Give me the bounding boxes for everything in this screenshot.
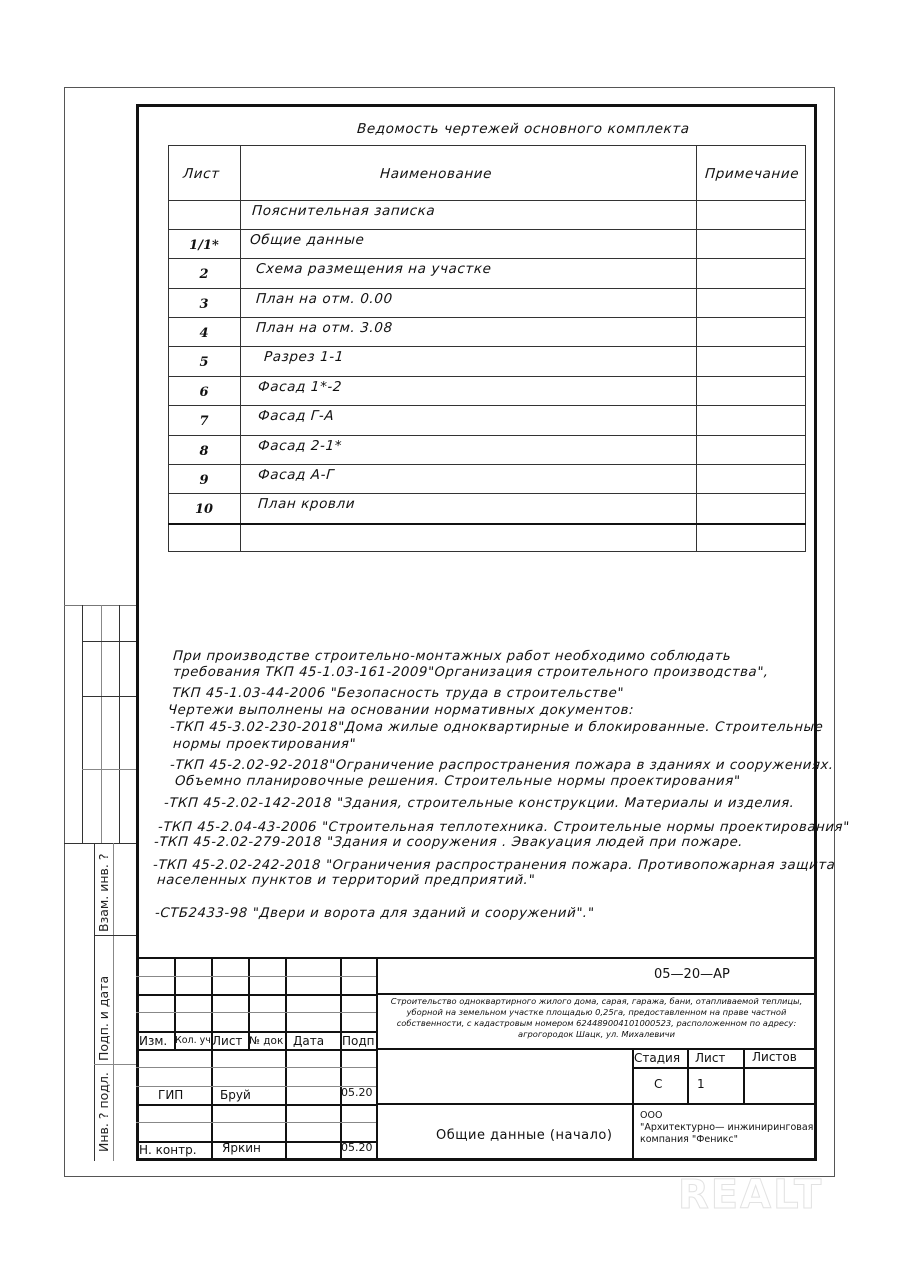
row-drawing-name: Фасад А-Г (257, 466, 335, 483)
row-sheet-number: 8 (199, 443, 209, 459)
strip-line (113, 843, 114, 1161)
project-line: собственности, с кадастровым номером 624489004101000523, расположенном по адресу: (396, 1018, 797, 1028)
name-nk: Яркин (222, 1141, 261, 1155)
sheets-label: Листов (752, 1050, 797, 1064)
sheet-label: Лист (695, 1051, 726, 1065)
tb-line (136, 957, 817, 959)
table-row (168, 200, 806, 229)
organization (640, 1110, 813, 1146)
note-line: ТКП 45-1.03-44-2006 "Безопасность труда в строительстве" (171, 686, 625, 701)
note-line: требования ТКП 45-1.03-161-2009"Организация строительного производства", (172, 665, 770, 680)
strip-line (64, 605, 136, 606)
row-sheet-number: 4 (199, 325, 209, 341)
header-note: Примечание (704, 166, 800, 182)
row-drawing-name: Фасад 2-1* (257, 437, 343, 454)
table-row (168, 523, 806, 552)
tb-line (376, 957, 378, 1161)
row-sheet-number: 3 (199, 296, 209, 312)
project-line: уборной на земельном участке площадью 0,25га, предоставленном на праве частной (406, 1007, 787, 1017)
note-line: -ТКП 45-2.04-43-2006 "Строительная теплотехника. Строительные нормы проектирования" (157, 820, 851, 835)
name-gip: Бруй (220, 1088, 251, 1102)
strip-line (64, 843, 136, 844)
tb-line (743, 1048, 745, 1103)
table-row (168, 258, 806, 288)
note-line: -ТКП 45-2.02-142-2018 "Здания, строительные конструкции. Материалы и изделия. (163, 796, 796, 811)
table-row (168, 405, 806, 435)
row-sheet-number: 9 (199, 472, 209, 488)
note-line: -ТКП 45-2.02-92-2018"Ограничение распространения пожара в зданиях и сооружениях. (169, 758, 835, 773)
header-sheet: Лист (182, 166, 221, 182)
row-drawing-name: Общие данные (249, 231, 366, 248)
tb-line (340, 957, 342, 1161)
row-sheet-number: 7 (199, 414, 209, 429)
strip-line (82, 696, 136, 697)
sheet-value: 1 (697, 1077, 705, 1091)
tb-line (136, 1067, 376, 1068)
strip-line (94, 935, 136, 936)
tb-line (136, 1012, 376, 1013)
col-list: Лист (212, 1034, 243, 1048)
org-line: "Архитектурно— инжиниринговая (640, 1122, 814, 1133)
row-drawing-name: Разрез 1-1 (263, 349, 345, 365)
row-drawing-name: Схема размещения на участке (255, 261, 493, 277)
row-sheet-number: 6 (199, 384, 209, 400)
label-sign-date: Подп. и дата (96, 975, 111, 1061)
table-row (168, 346, 806, 376)
note-line: -ТКП 45-3.02-230-2018"Дома жилые одноквартирные и блокированные. Строительные (169, 720, 824, 735)
row-sheet-number: 1/1* (189, 237, 219, 253)
project-description (378, 996, 815, 1040)
note-line: населенных пунктов и территорий предприятий." (156, 873, 536, 888)
project-line: агрогородок Шацк, ул. Михалевичи (518, 1029, 675, 1039)
tb-line (211, 957, 213, 1161)
note-line: -ТКП 45-2.02-279-2018 "Здания и сооружения . Эвакуация людей при пожаре. (153, 835, 744, 850)
table-row (168, 317, 806, 346)
tb-line (376, 1103, 817, 1105)
col-izm: Изм. (139, 1034, 168, 1048)
label-inv-orig: Инв. ? подл. (96, 1072, 111, 1152)
tb-line (136, 1049, 376, 1051)
row-drawing-name: Пояснительная записка (251, 202, 436, 219)
date-gip: 05.20 (341, 1086, 373, 1099)
col-kol: Кол. уч (175, 1035, 211, 1046)
strip-line (94, 843, 95, 1161)
strip-line (94, 1064, 136, 1065)
header-name: Наименование (379, 166, 493, 182)
note-line: -ТКП 45-2.02-242-2018 "Ограничения распространения пожара. Противопожарная защита (152, 858, 836, 873)
tb-line (285, 957, 287, 1161)
watermark-logo: REALT (678, 1172, 824, 1218)
note-line: Объемно планировочные решения. Строительные нормы проектирования" (174, 774, 741, 789)
table-row (168, 464, 806, 493)
stage-value: С (654, 1077, 663, 1091)
tb-line (136, 1122, 376, 1123)
tb-line (136, 1031, 376, 1033)
col-sign: Подп (342, 1034, 375, 1048)
document-title: Ведомость чертежей основного комплекта (356, 121, 691, 137)
col-date: Дата (293, 1034, 325, 1048)
note-line: При производстве строительно-монтажных работ необходимо соблюдать (172, 649, 732, 664)
row-drawing-name: Фасад 1*-2 (257, 378, 343, 395)
row-drawing-name: План кровли (257, 496, 356, 512)
drawing-code: 05—20—АР (654, 967, 730, 982)
stage-label: Стадия (634, 1051, 681, 1065)
role-gip: ГИП (158, 1088, 184, 1102)
table-row (168, 376, 806, 405)
tb-line (136, 976, 376, 977)
org-line: компания "Феникс" (640, 1134, 738, 1145)
row-sheet-number: 10 (194, 502, 214, 517)
drawing-name: Общие данные (начало) (436, 1128, 613, 1143)
row-drawing-name: План на отм. 0.00 (255, 290, 394, 307)
tb-line (136, 1086, 376, 1087)
row-drawing-name: Фасад Г-А (257, 408, 335, 424)
note-line: -СТБ2433-98 "Двери и ворота для зданий и сооружений"." (154, 906, 595, 921)
date-nk: 05.20 (341, 1141, 373, 1154)
note-line: нормы проектирования" (172, 737, 357, 752)
tb-line (687, 1048, 689, 1103)
row-sheet-number: 5 (199, 355, 209, 370)
tb-line (136, 1104, 376, 1106)
col-ndok: № док (249, 1035, 284, 1047)
table-row (168, 435, 806, 464)
row-drawing-name: План на отм. 3.08 (255, 319, 394, 336)
role-nk: Н. контр. (139, 1143, 197, 1157)
table-row (168, 288, 806, 317)
tb-line (376, 1048, 817, 1050)
note-line: Чертежи выполнены на основании нормативных документов: (167, 703, 635, 718)
org-line: ООО (640, 1110, 663, 1121)
project-line: Строительство одноквартирного жилого дома, сарая, гаража, бани, отапливаемой теплицы, (390, 996, 803, 1006)
table-row (168, 493, 806, 523)
tb-line (376, 993, 817, 995)
tb-line (136, 994, 376, 996)
table-row (168, 229, 806, 258)
strip-line (82, 769, 136, 770)
tb-line (632, 1067, 817, 1069)
label-inv-replace: Взам. инв. ? (96, 853, 111, 932)
row-sheet-number: 2 (199, 267, 209, 282)
strip-line (82, 641, 136, 642)
